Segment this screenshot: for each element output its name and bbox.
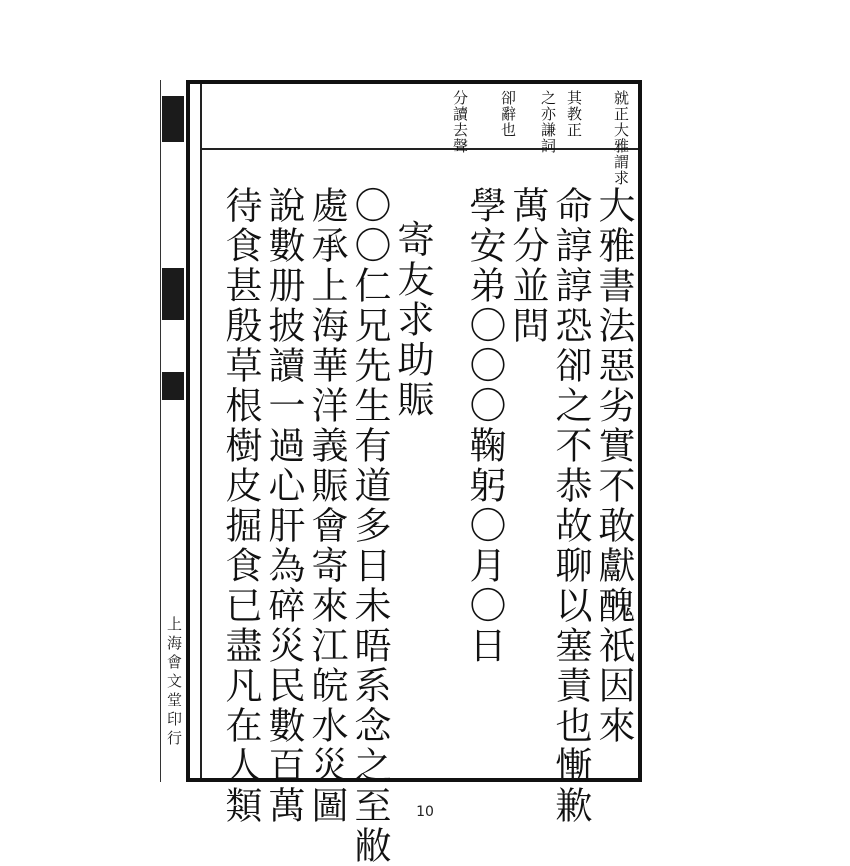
text-column: 待食甚殷草根樹皮掘食已盡凡在人類	[219, 186, 262, 826]
head-note: 分讀去聲	[451, 90, 469, 154]
text-column: 處承上海華洋義賑會寄來江皖水災圖	[305, 186, 348, 826]
head-note: 之亦謙詞	[539, 90, 557, 154]
text-column: 大雅書法惡劣實不敢獻醜祇因來	[592, 186, 635, 746]
text-column: 說數册披讀一過心肝為碎災民數百萬	[262, 186, 305, 826]
head-note: 卻辭也	[499, 90, 517, 138]
page-number: 10	[416, 804, 434, 820]
head-note-divider	[202, 148, 638, 150]
head-note: 其教正	[565, 90, 583, 138]
frame-inner-rule	[200, 84, 202, 778]
text-column: 命諄諄恐卻之不恭故聊以塞責也慚歉	[549, 186, 592, 826]
letter-heading: 寄友求助賑	[391, 220, 434, 420]
spine-ink-block	[162, 96, 184, 142]
spine-ink-block	[162, 268, 184, 320]
text-column: 萬分並問	[506, 186, 549, 346]
text-column: 〇〇仁兄先生有道多日未晤系念之至敝	[348, 186, 391, 866]
head-note: 就正大雅謂求	[612, 90, 630, 186]
side-caption: 上海會文堂印行	[165, 616, 183, 749]
spine-ink-block	[162, 372, 184, 400]
text-column: 學安弟〇〇〇鞠躬〇月〇日	[463, 186, 506, 666]
